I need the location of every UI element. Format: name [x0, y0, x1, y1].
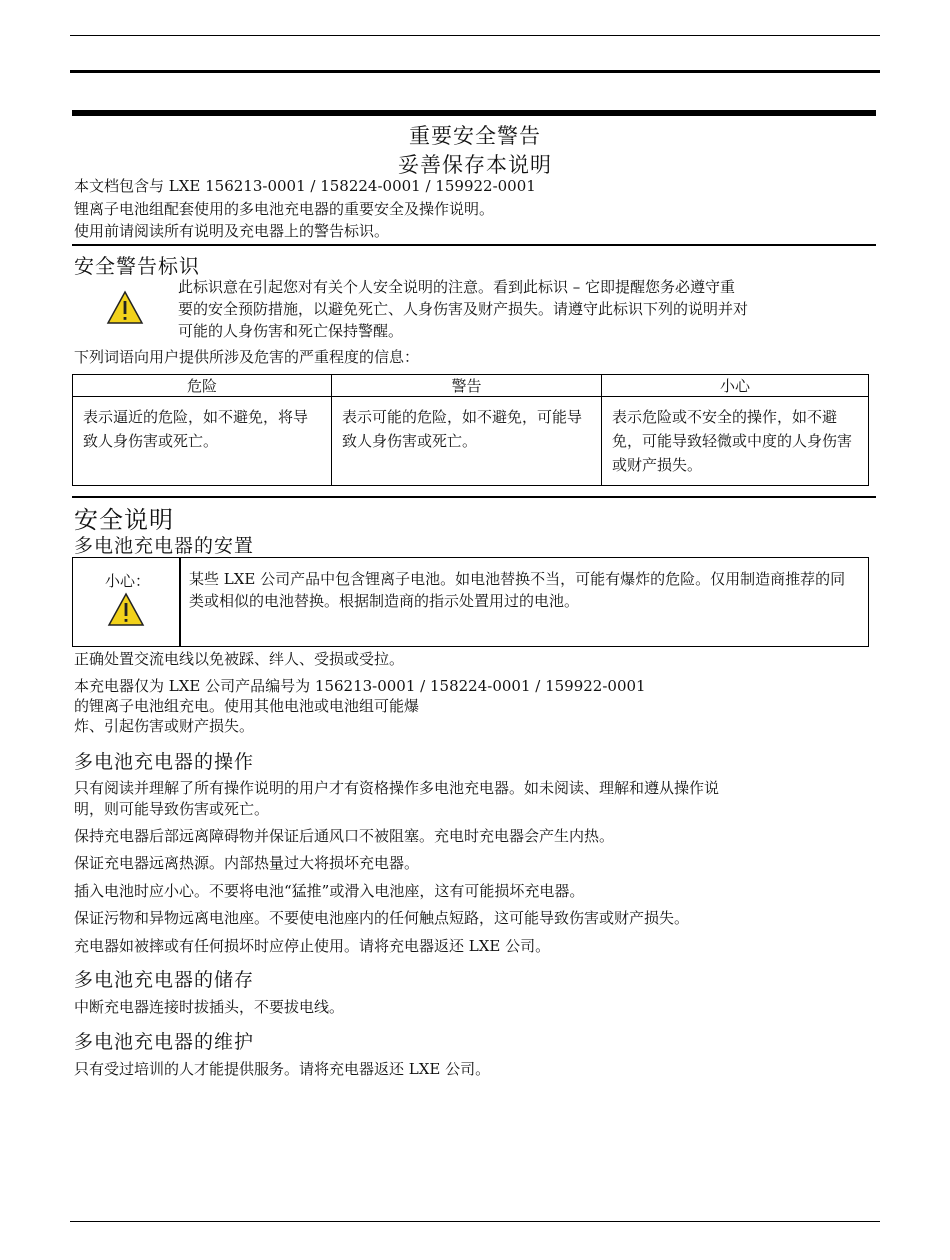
operation-p1-line-2: 明，则可能导致伤害或死亡。	[74, 800, 270, 818]
hazard-cell-caution: 表示危险或不安全的操作，如不避免，可能导致轻微或中度的人身伤害或财产损失。	[602, 397, 869, 486]
symbols-heading: 安全警告标识	[74, 254, 200, 278]
hazard-cell-danger: 表示逼近的危险，如不避免，将导致人身伤害或死亡。	[73, 397, 332, 486]
caution-box	[72, 557, 869, 647]
disposal-p1: 正确处置交流电线以免被踩、绊人、受损或受拉。	[74, 650, 405, 668]
disposal-p2-line-2: 的锂离子电池组充电。使用其他电池或电池组可能爆	[74, 697, 420, 715]
symbols-desc-2: 要的安全预防措施，以避免死亡、人身伤害及财产损失。请遵守此标识下列的说明并对	[178, 300, 749, 318]
disposal-heading: 多电池充电器的安置	[74, 535, 255, 557]
warning-triangle-icon	[106, 290, 144, 326]
caution-label: 小心：	[105, 572, 151, 590]
doc-title: 重要安全警告	[409, 124, 541, 148]
intro-line-1: 本文档包含与 LXE 156213-0001 / 158224-0001 / 159922-0001	[74, 177, 536, 195]
storage-p1: 中断充电器连接时拔插头，不要拔电线。	[74, 998, 345, 1016]
footer-rule	[70, 1221, 880, 1222]
maintenance-heading: 多电池充电器的维护	[74, 1031, 255, 1053]
disposal-p2-line-3: 炸、引起伤害或财产损失。	[74, 717, 255, 735]
symbols-lead: 下列词语向用户提供所涉及危害的严重程度的信息：	[74, 348, 420, 366]
header-rule-thin	[70, 35, 880, 36]
operation-p3: 保证充电器远离热源。内部热量过大将损坏充电器。	[74, 854, 420, 872]
doc-subtitle: 妥善保存本说明	[398, 153, 552, 177]
hazard-header-danger: 危险	[73, 375, 332, 397]
operation-p1-line-1: 只有阅读并理解了所有操作说明的用户才有资格操作多电池充电器。如未阅读、理解和遵从操作说	[74, 779, 720, 797]
caution-divider	[179, 558, 181, 646]
maintenance-p1: 只有受过培训的人才能提供服务。请将充电器返还 LXE 公司。	[74, 1060, 491, 1078]
symbols-desc-1: 此标识意在引起您对有关个人安全说明的注意。看到此标识 – 它即提醒您务必遵守重	[178, 278, 736, 296]
operation-heading: 多电池充电器的操作	[74, 751, 255, 773]
intro-line-3: 使用前请阅读所有说明及充电器上的警告标识。	[74, 222, 390, 240]
title-rule	[72, 110, 876, 116]
section-rule-2	[72, 496, 876, 498]
storage-heading: 多电池充电器的储存	[74, 969, 255, 991]
intro-line-2: 锂离子电池组配套使用的多电池充电器的重要安全及操作说明。	[74, 200, 495, 218]
safety-heading: 安全说明	[74, 506, 174, 534]
section-rule-1	[72, 244, 876, 246]
operation-p5: 保证污物和异物远离电池座。不要使电池座内的任何触点短路，这可能导致伤害或财产损失。	[74, 909, 690, 927]
symbols-desc-3: 可能的人身伤害和死亡保持警醒。	[178, 322, 404, 340]
operation-p6: 充电器如被摔或有任何损坏时应停止使用。请将充电器返还 LXE 公司。	[74, 937, 551, 955]
hazard-header-caution: 小心	[602, 375, 869, 397]
header-rule-thick	[70, 70, 880, 73]
hazard-cell-warning: 表示可能的危险，如不避免，可能导致人身伤害或死亡。	[332, 397, 602, 486]
warning-triangle-icon	[107, 592, 145, 628]
caution-text: 某些 LXE 公司产品中包含锂离子电池。如电池替换不当，可能有爆炸的危险。仅用制造商推荐的同类或相似的电池替换。根据制造商的指示处置用过的电池。	[189, 570, 846, 610]
hazard-header-warning: 警告	[332, 375, 602, 397]
operation-p2: 保持充电器后部远离障碍物并保证后通风口不被阻塞。充电时充电器会产生内热。	[74, 827, 615, 845]
hazard-level-table	[72, 374, 869, 486]
operation-p4: 插入电池时应小心。不要将电池“猛推”或滑入电池座，这有可能损坏充电器。	[74, 882, 585, 900]
disposal-p2-line-1: 本充电器仅为 LXE 公司产品编号为 156213-0001 / 158224-0001 / 159922-0001	[74, 677, 646, 695]
